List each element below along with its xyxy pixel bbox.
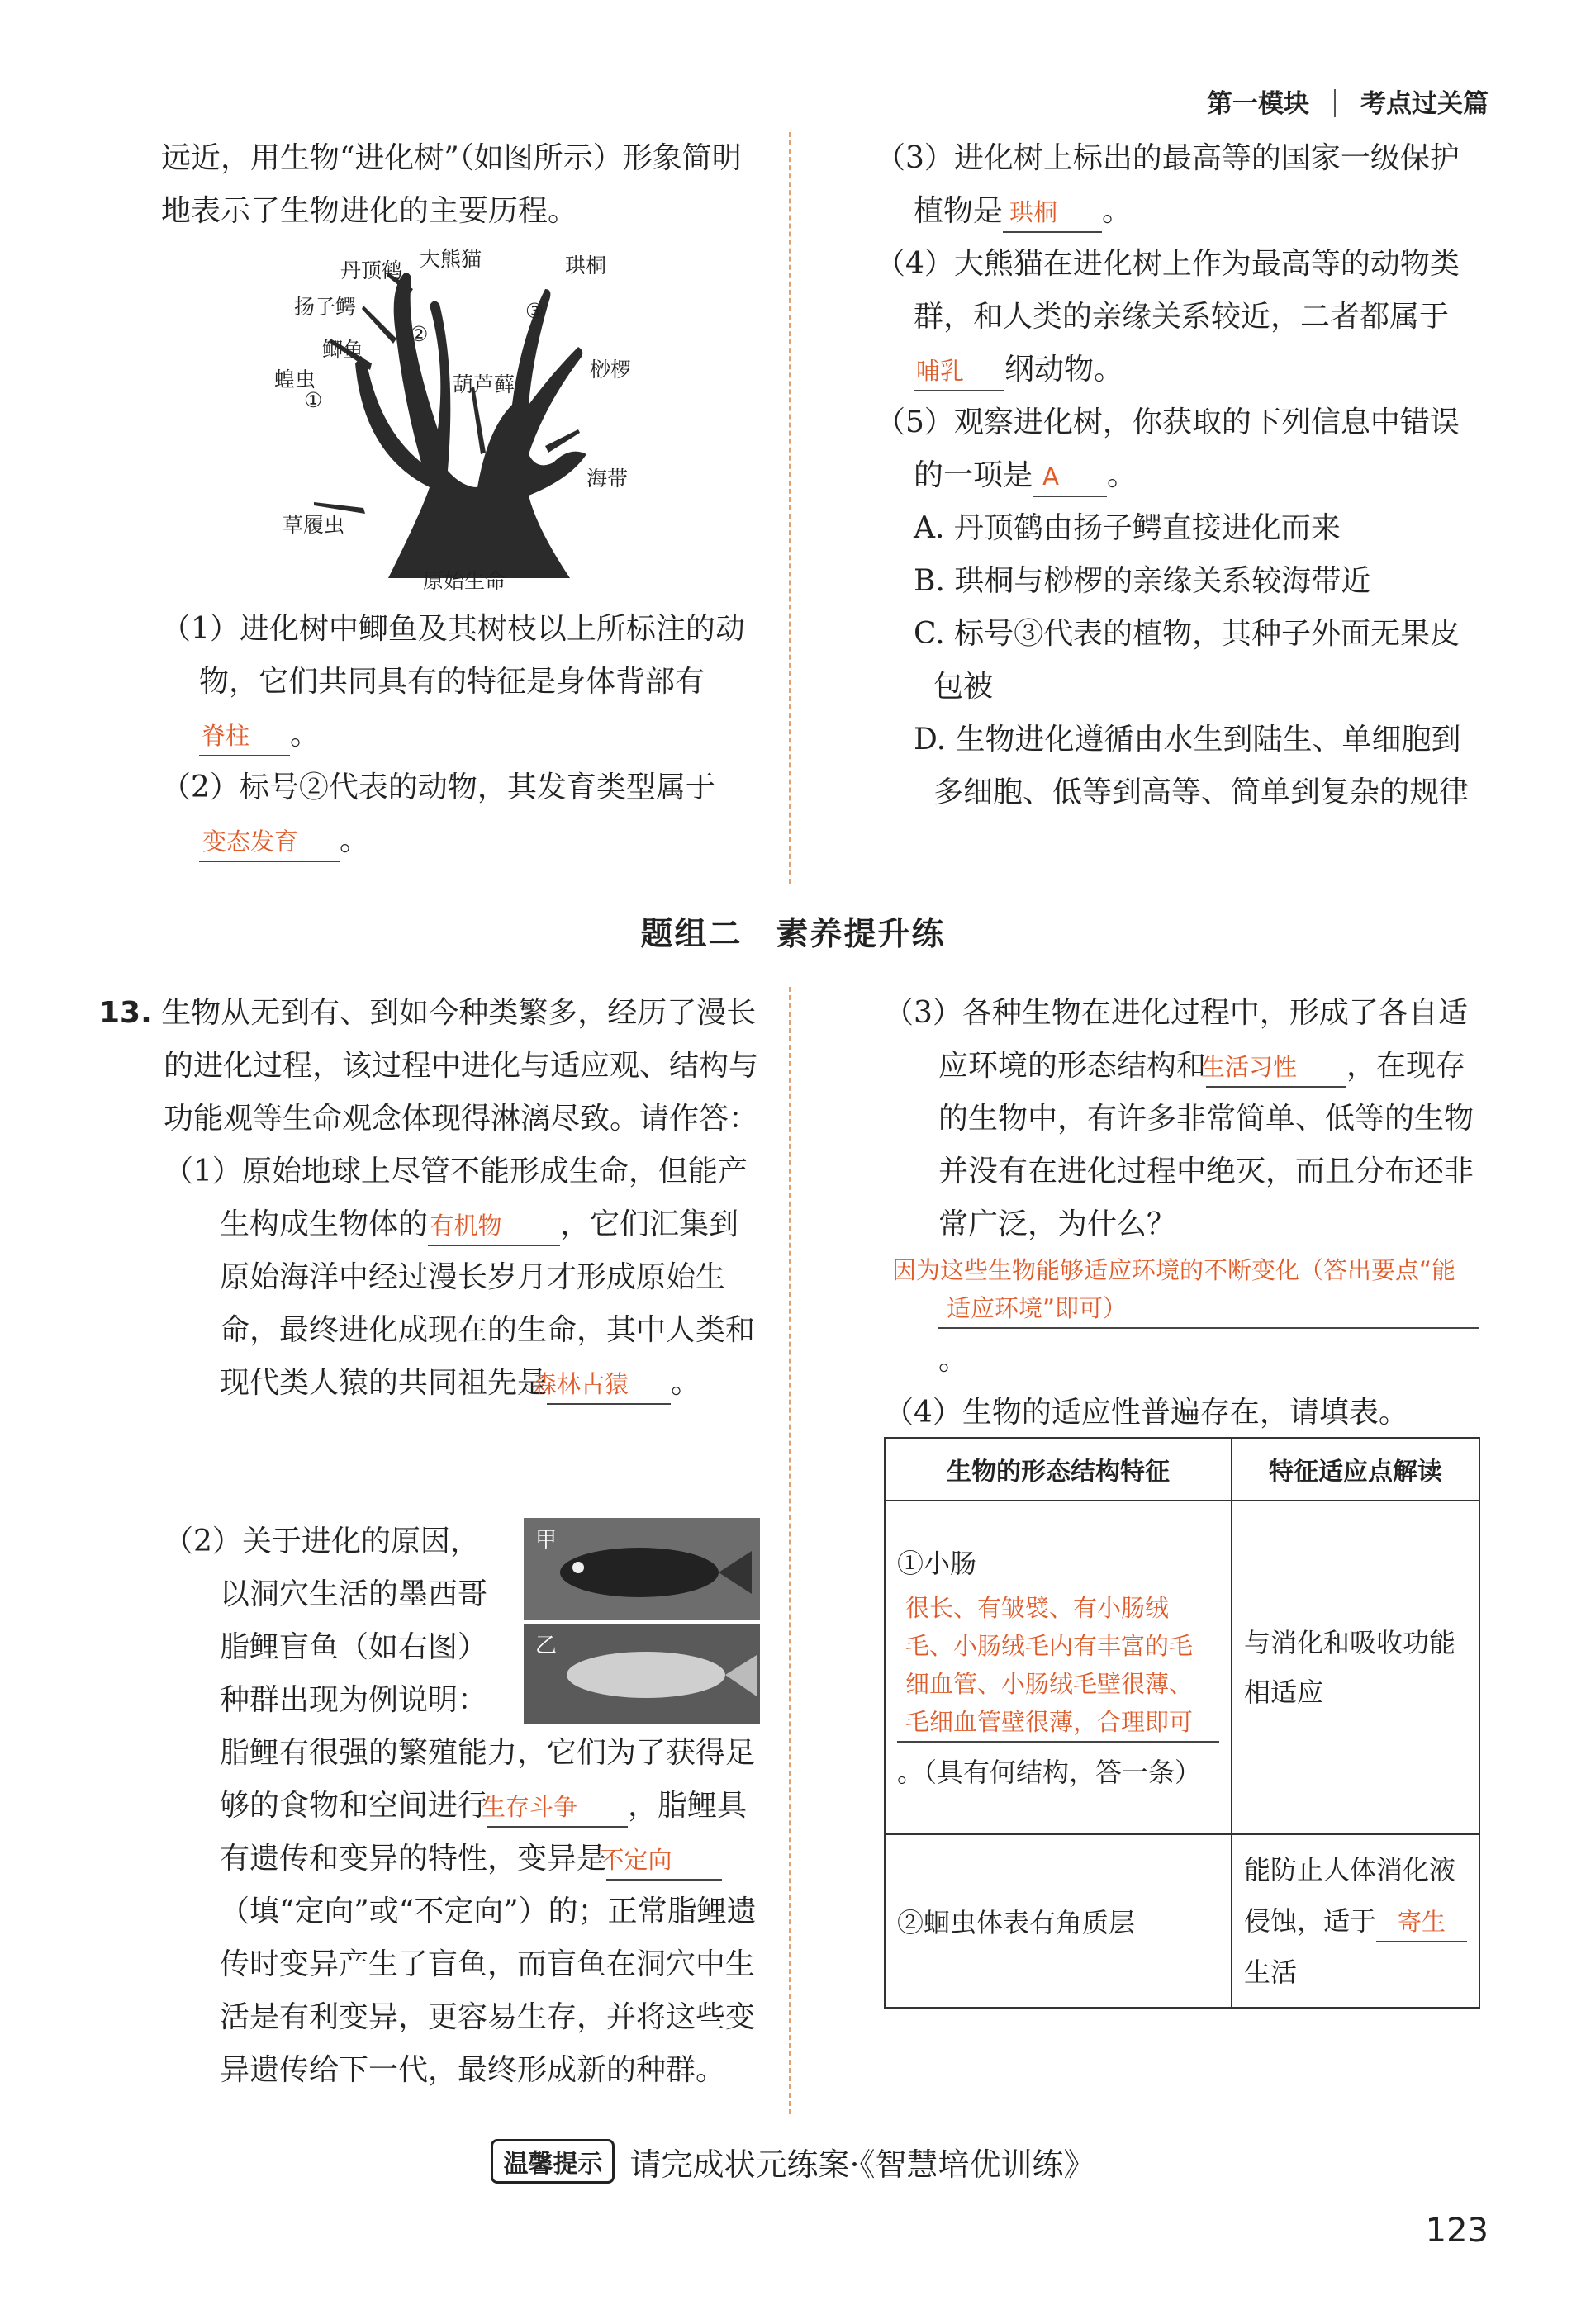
option-c: C. 标号③代表的植物，其种子外面无果皮包被 — [914, 617, 1460, 704]
page-header — [1207, 83, 1489, 120]
q13-p1-b: ，它们汇集到原始海洋中经过漫长岁月才形成原始生命，最终进化成现在的生命，其中人类和现代类人猿的共同祖先是 — [220, 1207, 756, 1400]
tree-branch-carp — [362, 306, 396, 344]
fish-photo-a — [524, 1518, 760, 1620]
q13-p1-answer2: 森林古猿 — [547, 1365, 671, 1405]
q3-end: 。 — [1102, 194, 1133, 228]
q5 — [876, 396, 1479, 502]
r2-answer: 寄生 — [1376, 1903, 1467, 1942]
q2-text: （2）标号②代表的动物，其发育类型属于 — [161, 771, 715, 804]
q13-p3-b: ，在现存的生物中，有许多非常简单、低等的生物并没有在进化过程中绝灭，而且分布还非常广泛，为什么？ — [938, 1049, 1474, 1241]
label-alligator: 扬子鳄 — [294, 295, 357, 319]
footer-text: 请完成状元练案·《智慧培优训练》 — [629, 2146, 1095, 2183]
module-label: 第一模块 — [1207, 89, 1309, 119]
footer — [0, 2139, 1586, 2184]
q4 — [876, 238, 1479, 396]
section-label: 考点过关篇 — [1360, 89, 1489, 119]
q13-p2-answer1: 生存斗争 — [487, 1788, 628, 1828]
label-paramecium: 草履虫 — [283, 513, 345, 537]
table-cell-r2c1: ②蛔虫体表有角质层 — [885, 1834, 1232, 2008]
label-crane: 丹顶鹤 — [340, 258, 403, 282]
label-locust: 蝗虫 — [274, 368, 316, 391]
q13-p1-end: 。 — [671, 1366, 701, 1400]
q13-left — [99, 987, 764, 1410]
fish-label-b: 乙 — [535, 1634, 558, 1658]
r2-text-b: 生活 — [1244, 1956, 1298, 1988]
fish-a-body — [560, 1548, 719, 1597]
r1-answer: 很长、有皱襞、有小肠绒毛、小肠绒毛内有丰富的毛细血管、小肠绒毛壁很薄、毛细血管壁很薄，合理即可 — [897, 1589, 1219, 1743]
q5-end: 。 — [1107, 458, 1137, 492]
right-column-top — [876, 132, 1479, 819]
q5-text: （5）观察进化树，你获取的下列信息中错误的一项是 — [876, 406, 1460, 492]
label-carp: 鲫鱼 — [322, 338, 364, 362]
q13-part3 — [876, 987, 1479, 1387]
fish-photo-b — [524, 1624, 760, 1724]
label-kelp: 海带 — [586, 467, 629, 491]
table-header-2: 特征适应点解读 — [1232, 1438, 1479, 1501]
q1-text: （1）进化树中鲫鱼及其树枝以上所标注的动物，它们共同具有的特征是身体背部有 — [161, 612, 745, 699]
table-cell-r2c2 — [1232, 1834, 1479, 2008]
q3-text: （3）进化树上标出的最高等的国家一级保护植物是 — [876, 141, 1460, 228]
q5-answer: A — [1033, 458, 1107, 497]
label-marker-1: ① — [304, 388, 323, 412]
intro-text: 远近，用生物“进化树”（如图所示）形象简明地表示了生物进化的主要历程。 — [161, 141, 742, 228]
label-tree-fern: 桫椤 — [590, 358, 632, 382]
trait-table — [884, 1437, 1480, 2009]
label-dove-tree: 珙桐 — [565, 254, 607, 277]
q3 — [876, 132, 1479, 238]
column-divider-bottom — [789, 987, 791, 2114]
option-a: A. 丹顶鹤由扬子鳄直接进化而来 — [914, 511, 1341, 545]
option-b: B. 珙桐与桫椤的亲缘关系较海带近 — [914, 564, 1371, 598]
tip-badge: 温馨提示 — [491, 2139, 615, 2184]
table-row — [885, 1834, 1479, 2008]
fish-b-tail — [725, 1655, 757, 1696]
table-header-row — [885, 1438, 1479, 1501]
r1-suffix: 。（具有何结构，答一条） — [897, 1756, 1202, 1788]
q13-p3-answer1: 生活习性 — [1206, 1048, 1346, 1088]
tree-branch-kelp — [545, 429, 580, 453]
q13-p1-a: （1）原始地球上尽管不能形成生命，但能产生构成生物体的 — [164, 1155, 748, 1241]
table-header-1: 生物的形态结构特征 — [885, 1438, 1232, 1501]
q4-answer: 哺乳 — [914, 352, 1004, 391]
q13-right — [876, 987, 1479, 1439]
label-panda: 大熊猫 — [420, 247, 482, 271]
table-cell-r1c1 — [885, 1501, 1232, 1834]
table-cell-r1c2: 与消化和吸收功能相适应 — [1232, 1501, 1479, 1834]
q13-p2-answer2: 不定向 — [606, 1841, 722, 1881]
fish-a-eye — [572, 1562, 584, 1573]
q13-p3-a: （3）各种生物在进化过程中，形成了各自适应环境的形态结构和 — [884, 996, 1468, 1083]
option-d: D. 生物进化遵循由水生到陆生、单细胞到多细胞、低等到高等、简单到复杂的规律 — [914, 723, 1470, 809]
fish-b-drawing — [524, 1624, 760, 1724]
q13-stem-text: 生物从无到有、到如今种类繁多，经历了漫长的进化过程，该过程中进化与适应观、结构与功能观等生命观念体现得淋漓尽致。请作答： — [161, 996, 759, 1136]
header-separator — [1334, 89, 1336, 117]
q13-p2-b: ，脂鲤具有遗传和变异的特性，变异是 — [220, 1789, 748, 1876]
q4-end: 纲动物。 — [1004, 353, 1124, 387]
q1-answer: 脊柱 — [199, 717, 290, 756]
fish-a-drawing — [524, 1518, 760, 1620]
q2-answer: 变态发育 — [199, 823, 340, 862]
fish-a-tail — [719, 1551, 752, 1594]
q3-answer: 珙桐 — [1003, 193, 1102, 233]
q13-p3-answer2: 因为这些生物能够适应环境的不断变化（答出要点“能适应环境”即可） — [938, 1251, 1479, 1329]
q4-text: （4）大熊猫在进化树上作为最高等的动物类群，和人类的亲缘关系较近，二者都属于 — [876, 247, 1460, 334]
tree-trunk — [355, 273, 586, 578]
q13-p2-c: （填“定向”或“不定向”）的；正常脂鲤遗传时变异产生了盲鱼，而盲鱼在洞穴中生活是有利变异，更容易生存，并将这些变异遗传给下一代，最终形成新的种群。 — [220, 1895, 757, 2087]
r2-text-a: 能防止人体消化液侵蚀，适于 — [1244, 1854, 1456, 1937]
section-title: 题组二 素养提升练 — [640, 916, 946, 953]
label-primitive-life: 原始生命 — [423, 569, 506, 593]
q13-p1-answer1: 有机物 — [428, 1207, 560, 1246]
label-marker-2: ② — [410, 322, 429, 346]
table-row — [885, 1501, 1479, 1834]
q13-p2-a: （2）关于进化的原因，以洞穴生活的墨西哥脂鲤盲鱼（如右图）种群出现为例说明：脂鲤有很强的繁殖能力，它们为了获得足够的食物和空间进行 — [164, 1525, 756, 1823]
q1 — [161, 603, 764, 761]
q13-p3-end: 。 — [938, 1343, 969, 1377]
fish-b-body — [567, 1652, 725, 1698]
q2 — [161, 761, 764, 867]
q13-stem — [99, 987, 764, 1145]
r1-prefix: ①小肠 — [897, 1547, 977, 1579]
left-questions — [161, 603, 764, 867]
page-number: 123 — [1425, 2212, 1489, 2250]
left-column-top — [161, 132, 764, 238]
q1-end: 。 — [290, 718, 321, 752]
q13-part1 — [99, 1145, 764, 1410]
q13-part4: （4）生物的适应性普遍存在，请填表。 — [884, 1396, 1408, 1430]
q13-number: 13. — [99, 996, 152, 1030]
fish-label-a: 甲 — [535, 1528, 558, 1553]
column-divider-top — [789, 132, 791, 884]
q2-end: 。 — [340, 823, 370, 857]
label-moss: 葫芦藓 — [453, 372, 515, 396]
label-marker-3: ③ — [525, 299, 544, 323]
